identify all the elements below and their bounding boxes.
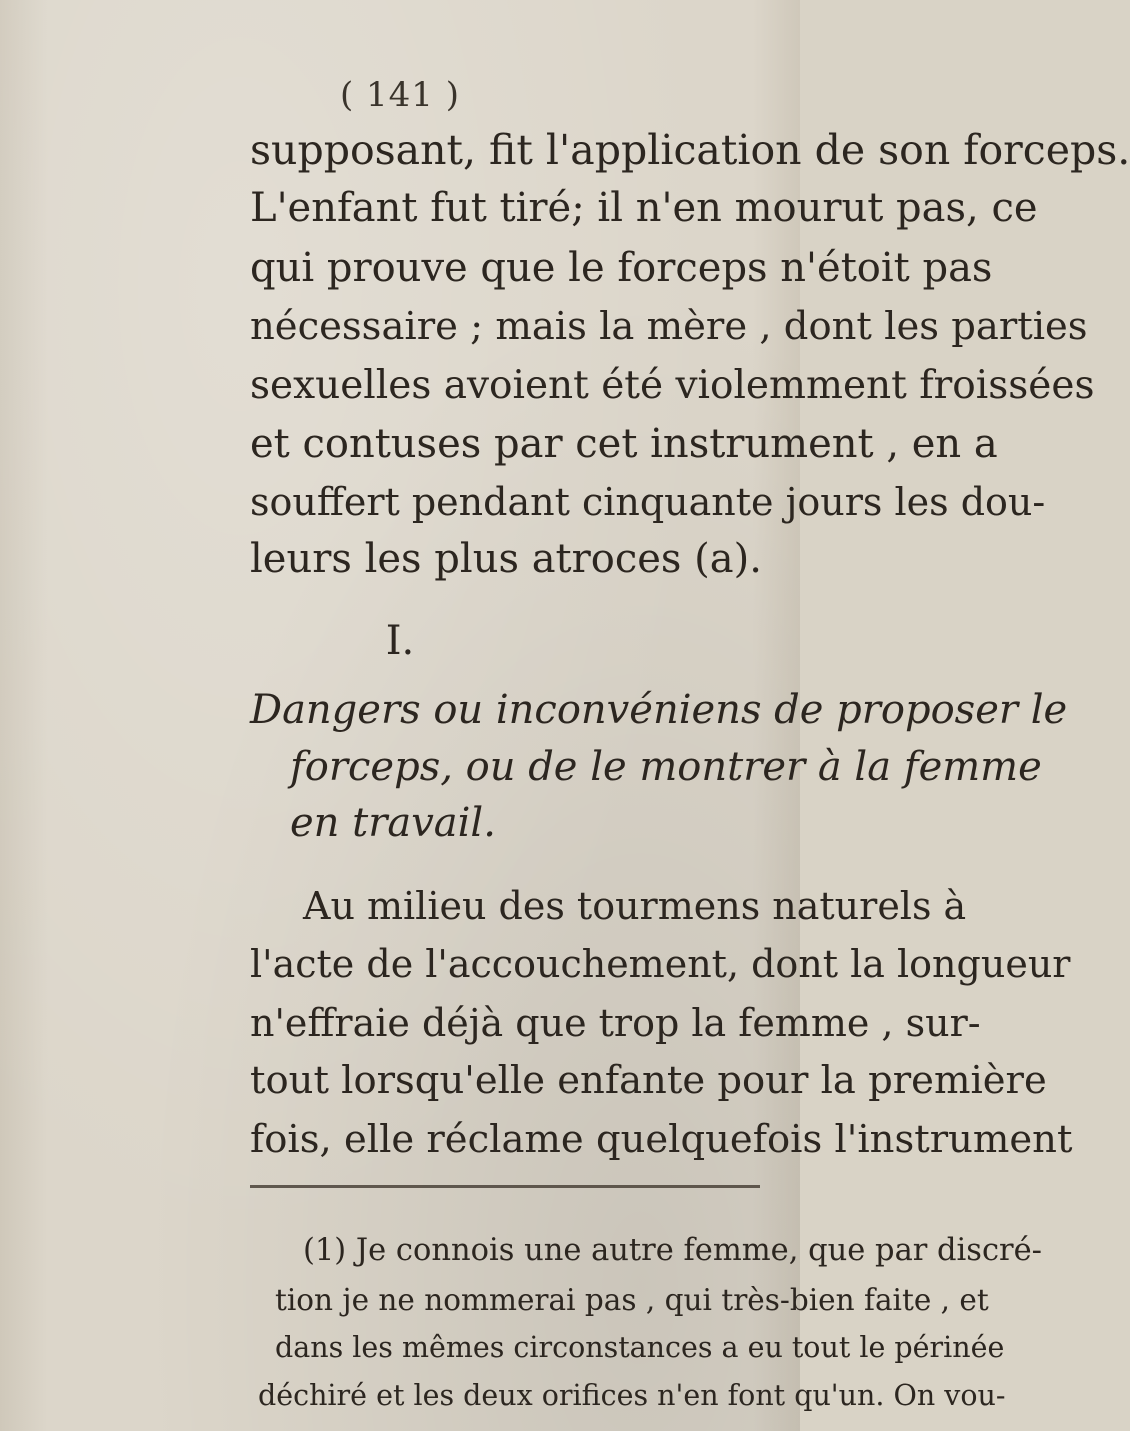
footnote-line: déchiré et les deux orifices n'en font qu'un. On vou- <box>258 1379 1006 1412</box>
text-line: L'enfant fut tiré; il n'en mourut pas, ce <box>250 185 1038 231</box>
text-line: sexuelles avoient été violemment froissées <box>250 363 1095 408</box>
text-line: l'acte de l'accouchement, dont la longueur <box>250 942 1071 986</box>
text-line: nécessaire ; mais la mère , dont les parties <box>250 304 1088 349</box>
text-line: leurs les plus atroces (a). <box>250 536 762 582</box>
text-line: n'effraie déjà que trop la femme , sur- <box>250 1001 981 1045</box>
page-number: ( 141 ) <box>339 75 461 115</box>
text-line: souffert pendant cinquante jours les dou- <box>250 480 1046 524</box>
text-line: et contuses par cet instrument , en a <box>250 421 998 467</box>
heading-line: Dangers ou inconvéniens de proposer le <box>250 687 1068 733</box>
text-line: supposant, fit l'application de son forceps. <box>250 126 1130 174</box>
heading-line: forceps, ou de le montrer à la femme <box>290 744 1042 790</box>
heading-line: en travail. <box>290 800 496 846</box>
footnote-line: dans les mêmes circonstances a eu tout le périnée <box>275 1331 1005 1364</box>
footnote-line: tion je ne nommerai pas , qui très-bien faite , et <box>275 1283 989 1317</box>
text-line: qui prouve que le forceps n'étoit pas <box>250 245 993 291</box>
footnote-line: (1) Je connois une autre femme, que par discré- <box>303 1233 1042 1268</box>
text-line: fois, elle réclame quelquefois l'instrument <box>250 1117 1073 1162</box>
footnote-divider <box>250 1185 760 1188</box>
text-line: tout lorsqu'elle enfante pour la première <box>250 1058 1047 1103</box>
section-numeral: I. <box>385 618 415 664</box>
text-line: Au milieu des tourmens naturels à <box>303 884 967 928</box>
